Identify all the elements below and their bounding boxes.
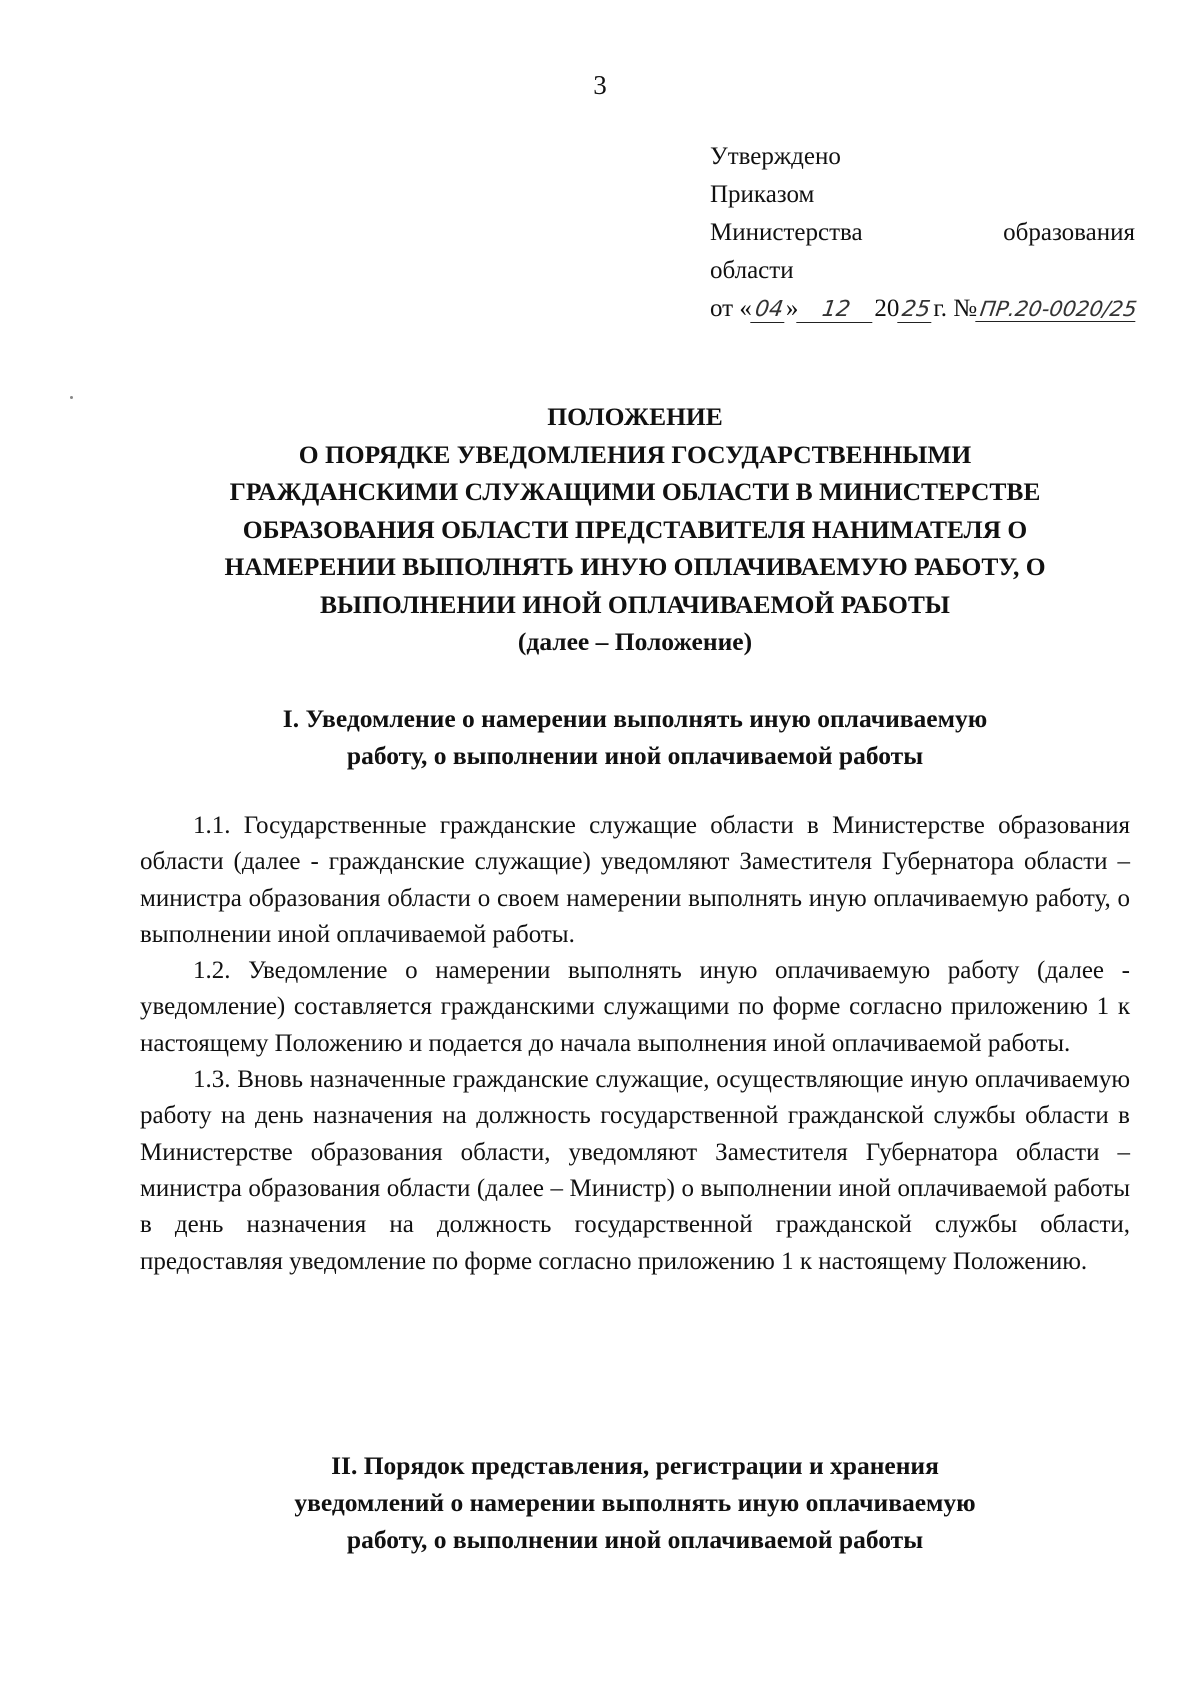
approval-education-word: образования (1003, 219, 1135, 246)
title-line-2: О ПОРЯДКЕ УВЕДОМЛЕНИЯ ГОСУДАРСТВЕННЫМИ (298, 439, 972, 469)
section-2-line-2: уведомлений о намерении выполнять иную оплачиваемую (294, 1488, 976, 1517)
title-line-1: ПОЛОЖЕНИЕ (547, 402, 723, 431)
paragraph-1-1: 1.1. Государственные гражданские служащие области в Министерстве образования области (далее - гражданские служащие) уведомляют Заместителя Губернатора области – министра образования области о своем намерении выполнять иную оплачиваемую работу, о выполнении иной оплачиваемой работы. (140, 812, 1130, 948)
handwritten-month: 12 (797, 298, 877, 323)
approval-date-line (710, 290, 1139, 328)
title-line-6: ВЫПОЛНЕНИИ ИНОЙ ОПЛАЧИВАЕМОЙ РАБОТЫ (320, 589, 950, 619)
page-number: 3 (593, 70, 607, 100)
section-1-line-1: I. Уведомление о намерении выполнять иную оплачиваемую (282, 704, 988, 733)
handwritten-year: 25 (898, 298, 936, 323)
approval-ministry-word: Министерства (710, 219, 863, 246)
year-prefix: 20 (874, 295, 900, 322)
title-line-3: ГРАЖДАНСКИМИ СЛУЖАЩИМИ ОБЛАСТИ В МИНИСТЕРСТВЕ (229, 477, 1041, 506)
section-1-heading (140, 700, 1130, 774)
approval-line-region: области (710, 257, 794, 284)
number-prefix: г. № (933, 295, 978, 322)
scan-speck (70, 396, 73, 399)
document-title (140, 398, 1130, 661)
handwritten-day: 04 (750, 298, 788, 323)
title-line-5: НАМЕРЕНИИ ВЫПОЛНЯТЬ ИНУЮ ОПЛАЧИВАЕМУЮ РАБОТУ, О (224, 552, 1046, 581)
date-prefix: от « (710, 295, 752, 322)
section-1-line-2: работу, о выполнении иной оплачиваемой работы (346, 741, 924, 770)
title-line-4: ОБРАЗОВАНИЯ ОБЛАСТИ ПРЕДСТАВИТЕЛЯ НАНИМАТЕЛЯ О (242, 514, 1028, 544)
approval-line-ministry (710, 214, 1135, 252)
section-1-body (140, 808, 1130, 1280)
paragraph-1-3: 1.3. Вновь назначенные гражданские служащие, осуществляющие иную оплачиваемую работу на день назначения на должность государственной гражданской службы области в Министерстве образования области, уведомляют Заместителя Губернатора области – министра образования области (далее – Министр) о выполнении иной оплачиваемой работы в день назначения на должность государственной гражданской службы области, предоставляя уведомление по форме согласно приложению 1 к настоящему Положению. (140, 1066, 1130, 1275)
section-2-heading (140, 1447, 1130, 1558)
handwritten-order-number: ПР.20-0020/25 (975, 297, 1138, 322)
paragraph-1-2: 1.2. Уведомление о намерении выполнять иную оплачиваемую работу (далее - уведомление) составляется гражданскими служащими по форме согласно приложению 1 к настоящему Положению и подается до начала выполнения иной оплачиваемой работы. (140, 957, 1130, 1057)
date-close-quote: » (785, 295, 799, 322)
section-2-line-3: работу, о выполнении иной оплачиваемой работы (346, 1525, 924, 1554)
approval-line-order: Приказом (710, 181, 815, 208)
approval-block (710, 138, 1139, 328)
title-line-7: (далее – Положение) (517, 627, 753, 656)
section-2-line-1: II. Порядок представления, регистрации и хранения (331, 1451, 939, 1480)
approval-line-approved: Утверждено (710, 143, 841, 170)
